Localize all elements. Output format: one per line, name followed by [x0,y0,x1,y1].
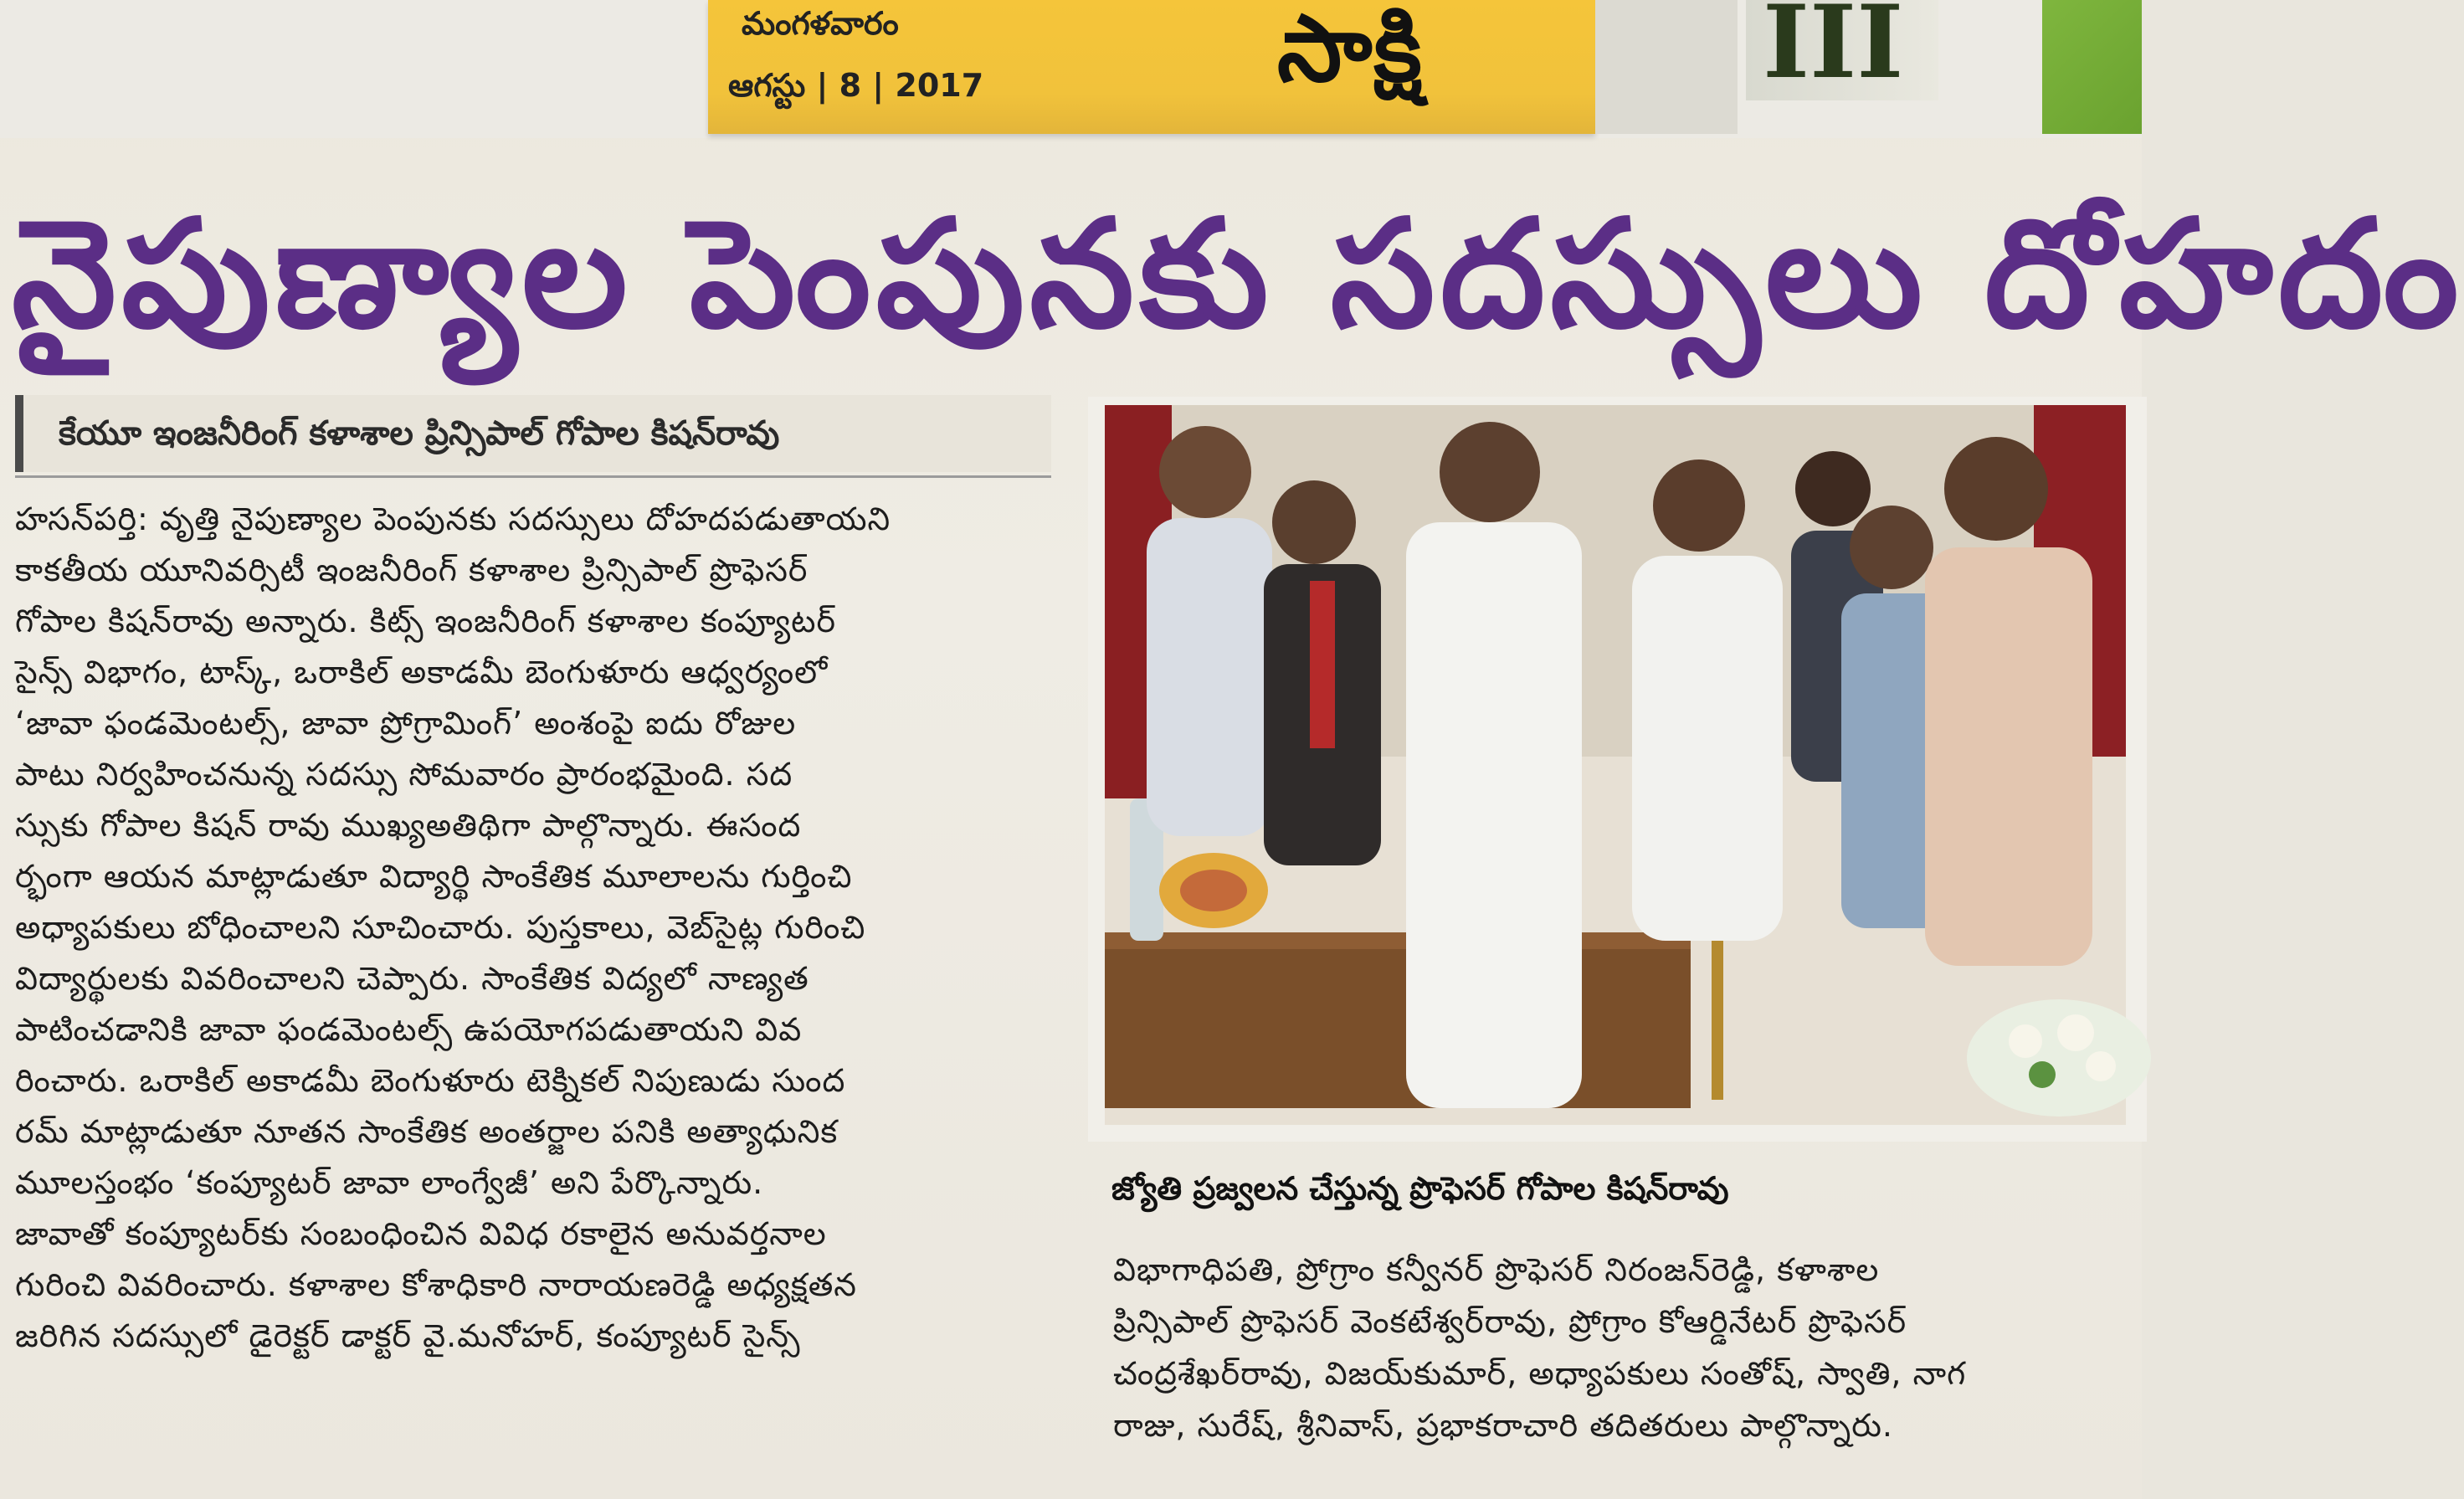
body-line: రమ్ మాట్లాడుతూ నూతన సాంకేతిక అంతర్జాల పనికి అత్యాధునిక [15,1113,839,1150]
page-number: III [1746,0,1938,100]
body-line-continued: ప్రిన్సిపాల్ ప్రొఫెసర్ వెంకటేశ్వర్‌రావు, ప్రోగ్రాం కోఆర్డినేటర్ ప్రొఫెసర్ [1113,1303,1907,1340]
body-line: మూలస్తంభం ‘కంప్యూటర్ జావా లాంగ్వేజీ’ అని పేర్కొన్నారు. [15,1164,764,1201]
masthead-gap [1595,0,1738,134]
body-line: అధ్యాపకులు బోధించాలని సూచించారు. పుస్తకాలు, వెబ్‌సైట్ల గురించి [15,909,866,946]
body-line-continued: రాజు, సురేష్, శ్రీనివాస్, ప్రభాకరాచారి తదితరులు పాల్గొన్నారు. [1113,1407,1893,1444]
body-line: రించారు. ఒరాకిల్ అకాడమీ బెంగుళూరు టెక్నికల్ నిపుణుడు సుంద [15,1062,846,1099]
masthead-day: మంగళవారం [742,5,899,42]
body-line: విద్యార్థులకు వివరించాలని చెప్పారు. సాంకేతిక విద్యలో నాణ్యత [15,960,809,997]
masthead-date: ఆగస్టు | 8 | 2017 [728,67,984,104]
article-photo [1088,397,2147,1142]
body-line: జరిగిన సదస్సులో డైరెక్టర్ డాక్టర్ వై.మనోహర్, కంప్యూటర్ సైన్స్ [15,1317,801,1354]
article-subheadline: కేయూ ఇంజనీరింగ్ కళాశాల ప్రిన్సిపాల్ గోపాల కిషన్‌రావు [15,395,1051,472]
body-line-continued: విభాగాధిపతి, ప్రోగ్రాం కన్వీనర్ ప్రొఫెసర్ నిరంజన్‌రెడ్డి, కళాశాల [1113,1251,1880,1288]
body-line: హసన్‌పర్తి: వృత్తి నైపుణ్యాల పెంపునకు సదస్సులు దోహదపడుతాయని [15,501,891,537]
article-body [15,494,1061,1362]
body-line-continued: చంద్రశేఖర్‌రావు, విజయ్‌కుమార్, అధ్యాపకులు సంతోష్, స్వాతి, నాగ [1113,1355,1967,1392]
photo-illustration [1088,397,2147,1142]
newspaper-logo: సాక్షి [1277,0,1424,102]
body-line: సైన్స్ విభాగం, టాస్క్, ఒరాకిల్ అకాడమీ బెంగుళూరు ఆధ్వర్యంలో [15,654,829,690]
body-line: ‘జావా ఫండమెంటల్స్, జావా ప్రోగ్రామింగ్’ అంశంపై ఐదు రోజుల [15,705,797,742]
subheadline-rule [15,475,1051,478]
body-line: జావాతో కంప్యూటర్‌కు సంబంధించిన వివిధ రకాలైన అనువర్తనాల [15,1215,827,1252]
body-line: పాటు నిర్వహించనున్న సదస్సు సోమవారం ప్రారంభమైంది. సద [15,756,793,793]
article-body-continued [1113,1244,2143,1451]
photo-caption: జ్యోతి ప్రజ్వలన చేస్తున్న ప్రొఫెసర్ గోపాల కిషన్‌రావు [1111,1170,1729,1207]
body-line: పాటించడానికి జావా ఫండమెంటల్స్ ఉపయోగపడుతాయని వివ [15,1011,803,1048]
masthead-banner [708,0,1595,134]
masthead-green-block [2042,0,2142,134]
article-headline: నైపుణ్యాల పెంపునకు సదస్సులు దోహదం [12,187,2464,361]
body-line: గోపాల కిషన్‌రావు అన్నారు. కిట్స్ ఇంజనీరింగ్ కళాశాల కంప్యూటర్ [15,603,836,639]
body-line: ర్భంగా ఆయన మాట్లాడుతూ విద్యార్థి సాంకేతిక మూలాలను గుర్తించి [15,858,853,895]
body-line: కాకతీయ యూనివర్సిటీ ఇంజనీరింగ్ కళాశాల ప్రిన్సిపాల్ ప్రొఫెసర్ [15,552,808,588]
body-line: స్సుకు గోపాల కిషన్ రావు ముఖ్యఅతిథిగా పాల్గొన్నారు. ఈసంద [15,807,802,844]
body-line: గురించి వివరించారు. కళాశాల కోశాధికారి నారాయణరెడ్డి అధ్యక్షతన [15,1266,857,1303]
